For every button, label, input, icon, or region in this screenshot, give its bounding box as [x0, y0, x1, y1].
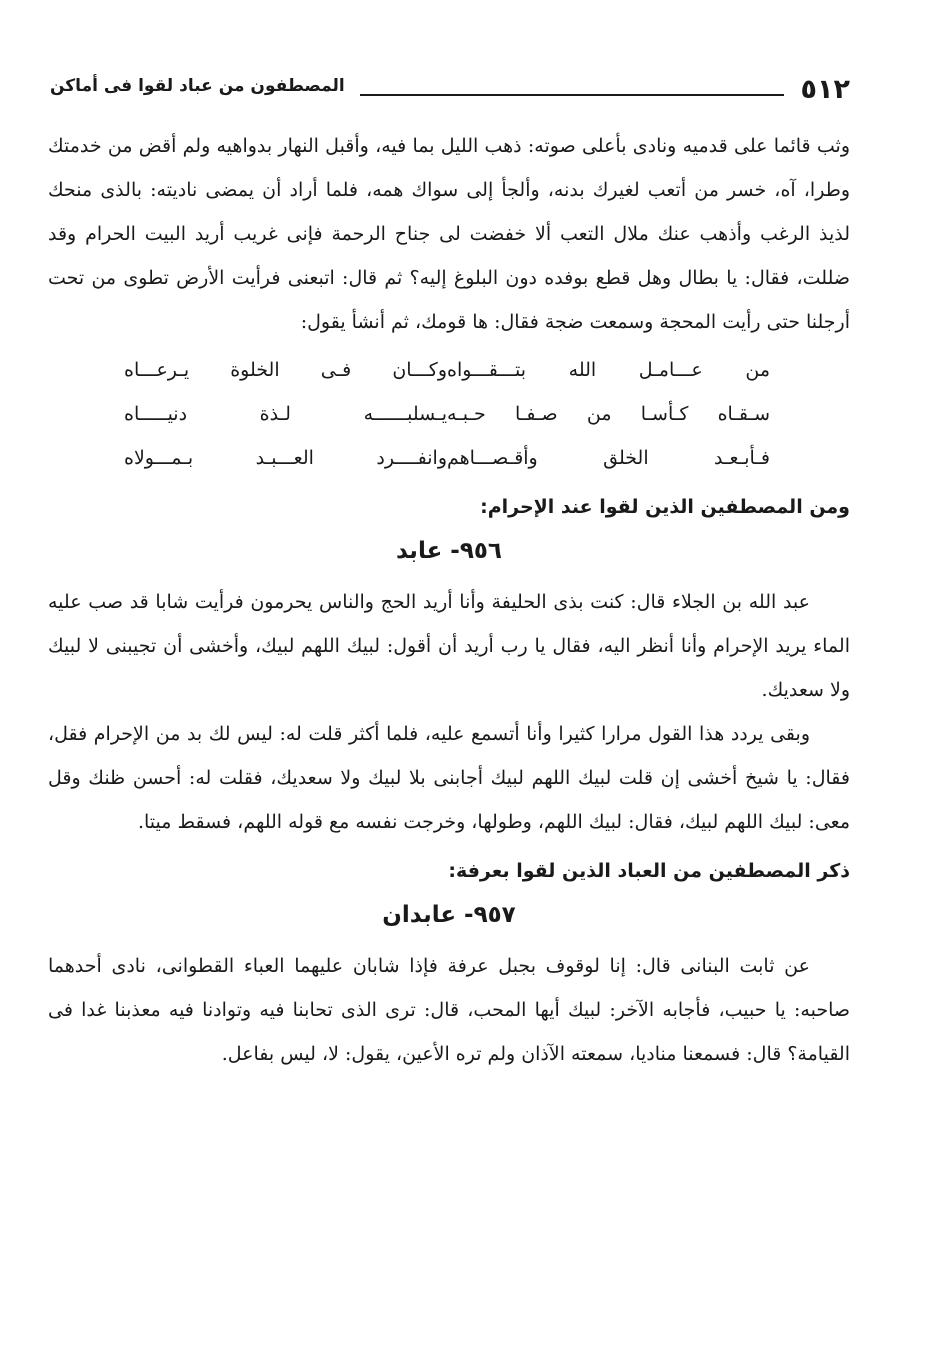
entry-title-956: ٩٥٦- عابد	[396, 538, 502, 564]
verse-second-hemistich: وانفــــرد العـــبـد بـمـــولاه	[124, 447, 447, 469]
page-body	[48, 124, 850, 1076]
poem-verse	[48, 436, 850, 480]
paragraph: عبد الله بن الجلاء قال: كنت بذى الحليفة وأنا أريد الحج والناس يحرمون فرأيت شابا قد صب عليه الماء يريد الإحرام وأنا أنظر اليه، فقال يا رب أريد أن أقول: لبيك اللهم لبيك، وأخشى أن تجيبنى لا لبيك ولا سعديك.	[48, 591, 850, 701]
opening-paragraph: وثب قائما على قدميه ونادى بأعلى صوته: ذهب الليل بما فيه، وأقبل النهار بدواهيه ولم أقض من خدمتك وطرا، آه، خسر من أتعب لغيرك بدنه، وألجأ إلى سواك همه، فلما أراد أن يمضى ناديته: بالذى منحك لذيذ الرغب وأذهب عنك ملال التعب ألا خفضت لى جناح الرحمة فإنى غريب أريد البيت الحرام وقد ضللت، فقال: يا بطال وهل قطع بوفده دون البلوغ إليه؟ ثم قال: اتبعنى فرأيت الأرض تطوى من تحت أرجلنا حتى رأيت المحجة وسمعت ضجة فقال: ها قومك، ثم أنشأ يقول:	[48, 135, 850, 333]
verse-first-hemistich: سـقـاه كـأسـا من صـفـا حـبـه	[447, 403, 770, 425]
poem-verse	[48, 348, 850, 392]
header-rule	[360, 94, 784, 96]
paragraph: وبقى يردد هذا القول مرارا كثيرا وأنا أتسمع عليه، فلما أكثر قلت له: ليس لك بد من الإحرام فقل، فقال: يا شيخ أخشى إن قلت لبيك اللهم لبيك أجابنى بلا لبيك ولا سعديك، فقلت له: أحسن ظنك وقل معى: لبيك اللهم لبيك، فقال: لبيك اللهم، وطولها، وخرجت نفسه مع قوله اللهم، فسقط ميتا.	[48, 723, 850, 833]
entry-title-957: ٩٥٧- عابدان	[382, 902, 516, 928]
verse-second-hemistich: وكـــان فـى الخلوة يـرعـــاه	[124, 359, 447, 381]
verse-first-hemistich: فـأبـعـد الخلق وأقـصـــاهم	[447, 447, 770, 469]
poem-verse	[48, 392, 850, 436]
section-heading-arafah: ذكر المصطفين من العباد الذين لقوا بعرفة:	[448, 860, 850, 882]
running-title: المصطفون من عباد لقوا فى أماكن	[50, 76, 345, 96]
paragraph: عن ثابت البنانى قال: إنا لوقوف بجبل عرفة فإذا شابان عليهما العباء القطوانى، نادى أحدهما صاحبه: يا حبيب، فأجابه الآخر: لبيك أيها المحب، قال: ترى الذى تحابنا فيه وتوادنا فيه معذبنا غدا فى القيامة؟ قال: فسمعنا مناديا، سمعته الآذان ولم تره الأعين، يقول: لا، ليس بفاعل.	[48, 955, 850, 1065]
verse-second-hemistich: يـسلبــــــه لـذة دنيـــــاه	[124, 403, 447, 425]
section-heading-ihram: ومن المصطفين الذين لقوا عند الإحرام:	[480, 496, 850, 518]
verse-first-hemistich: من عـــامـل الله بتـــقـــواه	[447, 359, 770, 381]
page-header	[50, 72, 850, 112]
page-number: ٥١٢	[800, 74, 850, 105]
poem	[48, 348, 850, 480]
